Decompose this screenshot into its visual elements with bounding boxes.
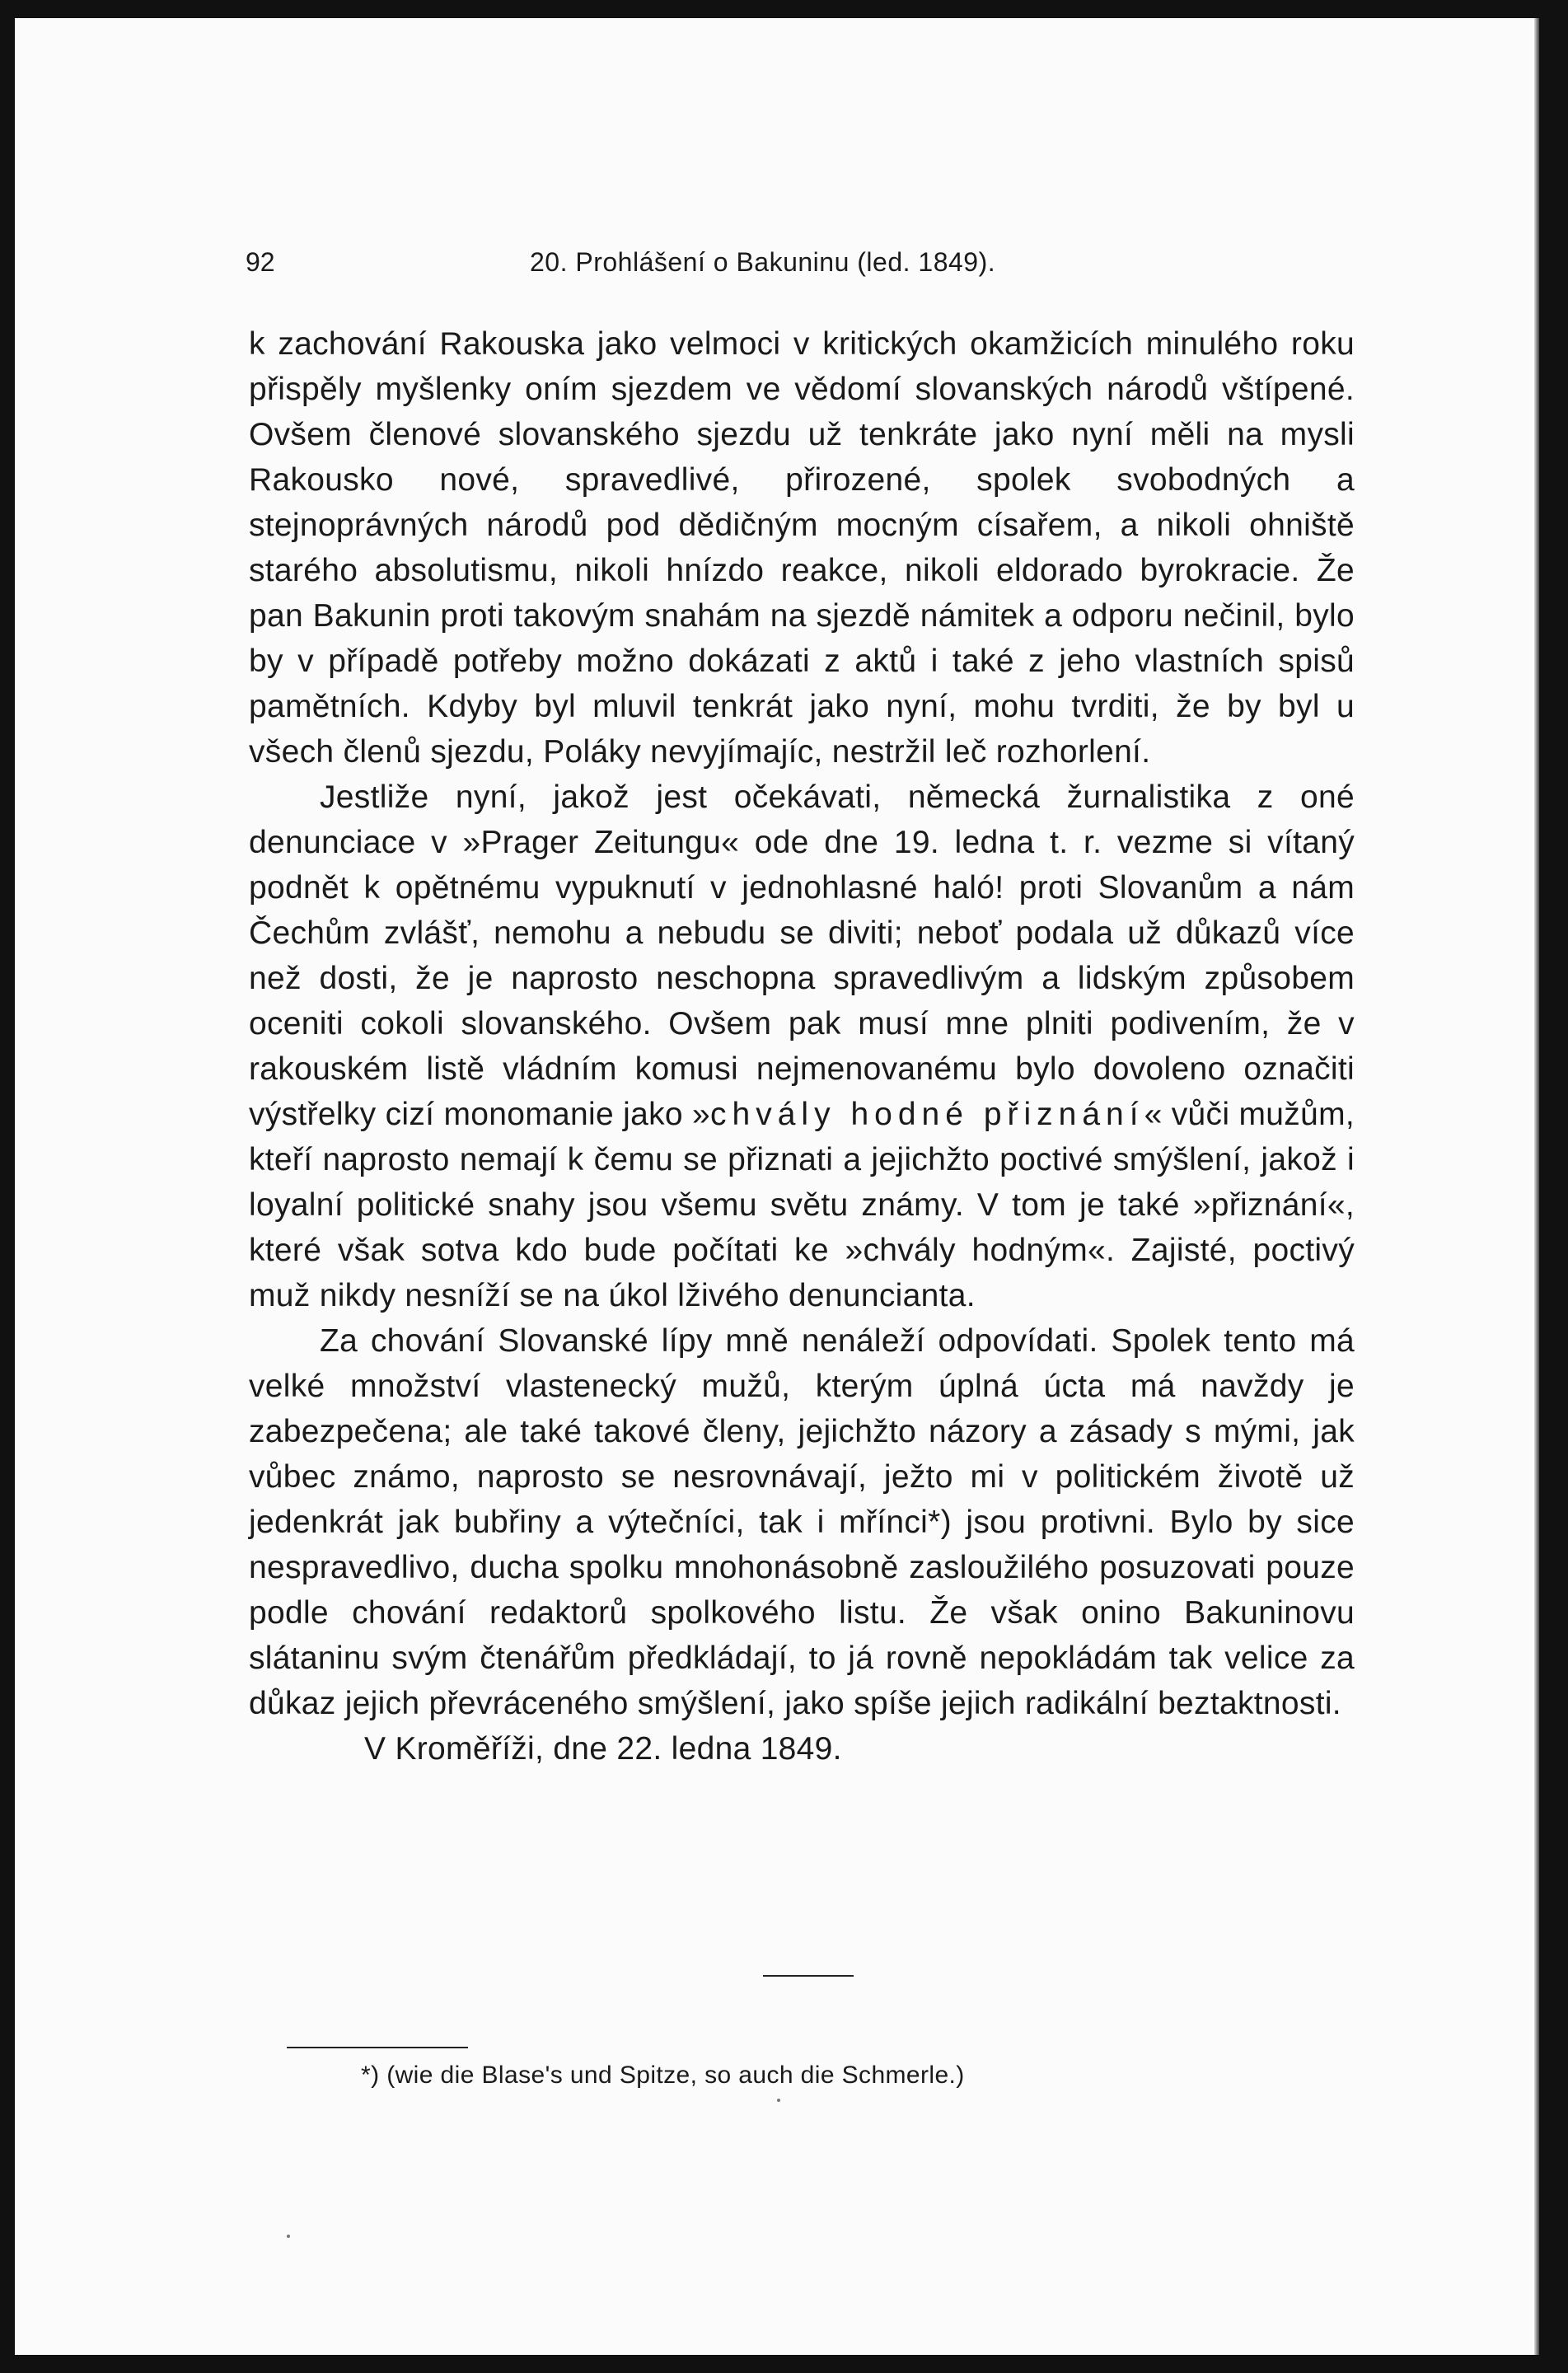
- end-rule: [763, 1975, 854, 1977]
- paragraph-1: k zachování Rakouska jako velmoci v kritických okamžicích minulého roku přispěly myšlenky oním sjezdem ve vědomí slovanských národů vštípené. Ovšem členové slovanského sjezdu už tenkráte jako nyní měli na mysli Rakousko nové, spravedlivé, přirozené, spolek svobodných a stejnoprávných národů pod dědičným mocným císařem, a nikoli ohniště starého absolutismu, nikoli hnízdo reakce, nikoli eldorado byrokracie. Že pan Bakunin proti takovým snahám na sjezdě námitek a odporu nečinil, bylo by v případě potřeby možno dokázati z aktů i také z jeho vlastních spisů pamětních. Kdyby byl mluvil tenkrát jako nyní, mohu tvrditi, že by byl u všech členů sjezdu, Poláky nevyjímajíc, nestržil leč rozhorlení.: [249, 326, 1355, 770]
- page-header: [15, 239, 1539, 288]
- page-edge-shadow: [1534, 18, 1539, 2355]
- paragraph-2-spaced-phrase: chvály hodné přiznání: [710, 1097, 1144, 1132]
- paragraph-2-part-2: « vůči mužům, kteří naprosto nemají k čemu se přiznati a jejichžto poctivé smýšlení, jakož i loyalní politické snahy jsou všemu světu známy. V tom je také »přiznání«, které však sotva kdo bude počítati ke »chvály hodným«. Zajisté, poctivý muž nikdy nesníží se na úkol lživého denuncianta.: [249, 1097, 1355, 1313]
- paragraph-2-part-1: Jestliže nyní, jakož jest očekávati, německá žurnalistika z oné denunciace v »Prager Zeitungu« ode dne 19. ledna t. r. vezme si vítaný podnět k opětnému vypuknutí v jednohlasné haló! proti Slovanům a nám Čechům zvlášť, nemohu a nebudu se diviti; neboť podala už důkazů více než dosti, že je naprosto neschopna spravedlivým a lidským způsobem oceniti cokoli slovanského. Ovšem pak musí mne plniti podivením, že v rakouském listě vládním komusi nejmenovanému bylo dovoleno označiti výstřelky cizí monomanie jako »: [249, 779, 1355, 1132]
- paper-speck: [777, 2099, 780, 2102]
- footnote-mark: *): [361, 2062, 380, 2089]
- paper-speck: [287, 2235, 290, 2238]
- paragraph-2: [249, 775, 1355, 1318]
- footnote-text: (wie die Blase's und Spitze, so auch die Schmerle.): [386, 2062, 965, 2089]
- running-title: 20. Prohlášení o Bakuninu (led. 1849).: [530, 247, 996, 277]
- signoff-line: V Kroměříži, dne 22. ledna 1849.: [364, 1731, 842, 1767]
- body-text: [249, 321, 1355, 1772]
- footnote-rule: [287, 2047, 468, 2048]
- page-number: 92: [246, 247, 275, 277]
- paragraph-3: Za chování Slovanské lípy mně nenáleží odpovídati. Spolek tento má velké množství vlastenecký mužů, kterým úplná úcta má navždy je zabezpečena; ale také takové členy, jejichžto názory a zásady s mými, jak vůbec známo, naprosto se nesrovnávají, ježto mi v politickém životě už jedenkrát jak bubřiny a výtečníci, tak i mřínci*) jsou protivni. Bylo by sice nespravedlivo, ducha spolku mnohonásobně zasloužilého posuzovati pouze podle chování redaktorů spolkového listu. Že však onino Bakuninovu slátaninu svým čtenářům předkládají, to já rovně nepokládám tak velice za důkaz jejich převráceného smýšlení, jako spíše jejich radikální beztaktnosti.: [249, 1323, 1355, 1721]
- document-page: [15, 18, 1539, 2355]
- footnote: [361, 2062, 965, 2090]
